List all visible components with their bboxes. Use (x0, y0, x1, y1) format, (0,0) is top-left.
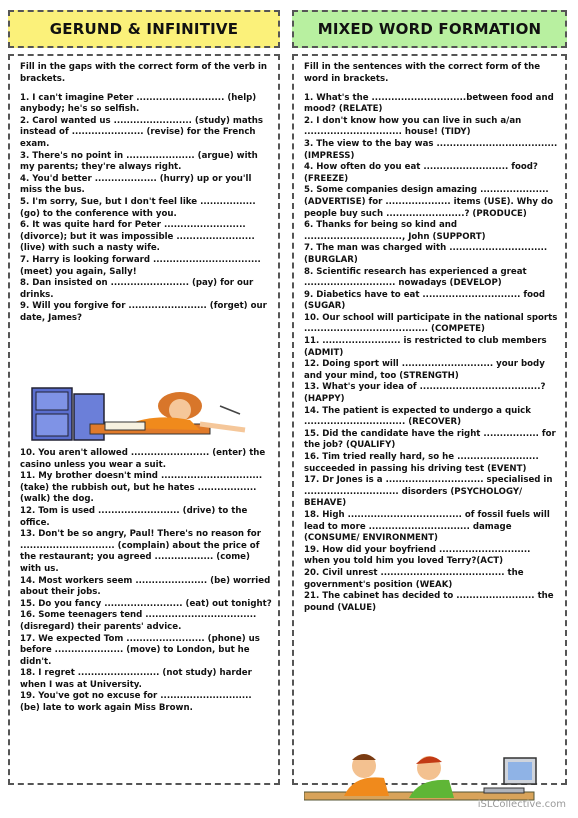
right-items (304, 93, 559, 615)
exercise-item: 11. ........................ is restricted to club members (ADMIT) (304, 336, 547, 358)
exercise-item: 17. Dr Jones is a .............................. specialised in ............................. disorders (PSYCHOLOGY/ BEHAVE) (304, 475, 553, 509)
left-items-top (20, 93, 272, 325)
exercise-item: 17. We expected Tom ........................ (phone) us before ..................... (move) to London, but he didn't. (20, 633, 260, 667)
exercise-item: 10. Our school will participate in the national sports ...................................... (COMPETE) (304, 312, 558, 335)
exercise-item: 20. Civil unrest ...................................... the government's position (WEAK) (304, 567, 524, 590)
exercise-item: 6. It was quite hard for Peter ......................... (divorce); but it was impossible ........................ (live) with such a nasty wife. (20, 220, 255, 254)
exercise-item: 2. I don't know how you can live in such a/an .............................. house! (TIDY) (304, 115, 522, 138)
right-title: MIXED WORD FORMATION (292, 10, 567, 48)
exercise-item: 14. Most workers seem ...................... (be) worried about their jobs. (20, 575, 271, 598)
exercise-item: 2. Carol wanted us ........................ (study) maths instead of ...................... (revise) for the French exam. (20, 115, 263, 149)
exercise-item: 18. I regret ......................... (not study) harder when I was at University. (20, 668, 252, 690)
exercise-item: 4. How often do you eat .......................... food? (FREEZE) (304, 162, 538, 184)
exercise-item: 14. The patient is expected to undergo a quick ............................... (RECOVER) (304, 405, 531, 428)
exercise-item: 13. Don't be so angry, Paul! There's no reason for ............................. (complain) about the price of the restaurant; you agreed .................. (come) with us. (20, 529, 261, 574)
exercise-item: 10. You aren't allowed ........................ (enter) the casino unless you wear a suit. (20, 448, 266, 470)
left-instructions: Fill in the gaps with the correct form of the verb in brackets. (20, 62, 268, 84)
exercise-item: 7. Harry is looking forward ................................. (meet) you again, Sally! (20, 254, 261, 277)
right-column (292, 10, 567, 785)
exercise-item: 1. I can't imagine Peter ........................... (help) anybody; he's so selfish. (20, 92, 257, 115)
exercise-item: 8. Dan insisted on ........................ (pay) for our drinks. (20, 278, 254, 300)
exercise-item: 16. Some teenagers tend .................................. (disregard) their parents' advice. (20, 610, 257, 632)
exercise-item: 6. Thanks for being so kind and .............................., John (SUPPORT) (304, 220, 486, 242)
right-exercise-box (292, 54, 567, 785)
exercise-item: 3. The view to the bay was ..................................... (IMPRESS) (304, 138, 558, 161)
right-instructions: Fill in the sentences with the correct form of the word in brackets. (304, 62, 541, 84)
exercise-item: 7. The man was charged with .............................. (BURGLAR) (304, 243, 548, 265)
left-items-bottom (20, 448, 272, 715)
footer-watermark: iSLCollective.com (477, 799, 566, 810)
exercise-item: 5. Some companies design amazing ..................... (ADVERTISE) for .................... items (USE). Why do people buy such ........................? (PRODUCE) (304, 185, 554, 219)
exercise-item: 11. My brother doesn't mind ............................... (take) the rubbish out, but he hates .................. (walk) the dog. (20, 471, 263, 505)
exercise-item: 16. Tim tried really hard, so he ......................... succeeded in passing his driving test (EVENT) (304, 452, 539, 474)
exercise-item: 19. You've got no excuse for ............................ (be) late to work again Miss Brown. (20, 691, 252, 714)
exercise-item: 9. Will you forgive for ........................ (forget) our date, James? (20, 301, 267, 323)
exercise-item: 12. Tom is used ......................... (drive) to the office. (20, 505, 248, 528)
exercise-item: 12. Doing sport will ............................ your body and your mind, too (STRENGTH) (304, 359, 545, 381)
exercise-item: 4. You'd better ................... (hurry) up or you'll miss the bus. (20, 173, 252, 196)
studying-girl-illustration (30, 384, 260, 444)
exercise-item: 1. What's the .............................between food and mood? (RELATE) (304, 92, 554, 115)
exercise-item: 18. High ................................... of fossil fuels will lead to more ............................... damage (CONSUME/ ENVIRONMENT) (304, 509, 550, 544)
exercise-item: 8. Scientific research has experienced a great ............................ nowadays (DEVELOP) (304, 266, 527, 289)
left-title: GERUND & INFINITIVE (8, 10, 280, 48)
exercise-item: 13. What's your idea of .....................................? (HAPPY) (304, 382, 546, 405)
exercise-item: 9. Diabetics have to eat .............................. food (SUGAR) (304, 289, 546, 312)
exercise-item: 3. There's no point in ..................... (argue) with my parents; they're always right. (20, 150, 258, 173)
exercise-item: 5. I'm sorry, Sue, but I don't feel like ................. (go) to the conference with you. (20, 196, 256, 219)
exercise-item: 19. How did your boyfriend ............................ when you told him you loved Terry?(ACT) (304, 544, 531, 567)
exercise-item: 21. The cabinet has decided to ........................ the pound (VALUE) (304, 591, 554, 613)
exercise-item: 15. Do you fancy ........................ (eat) out tonight? (20, 598, 272, 609)
left-exercise-box (8, 54, 280, 785)
exercise-item: 15. Did the candidate have the right ................. for the job? (QUALIFY) (304, 428, 556, 451)
left-column (8, 10, 280, 785)
